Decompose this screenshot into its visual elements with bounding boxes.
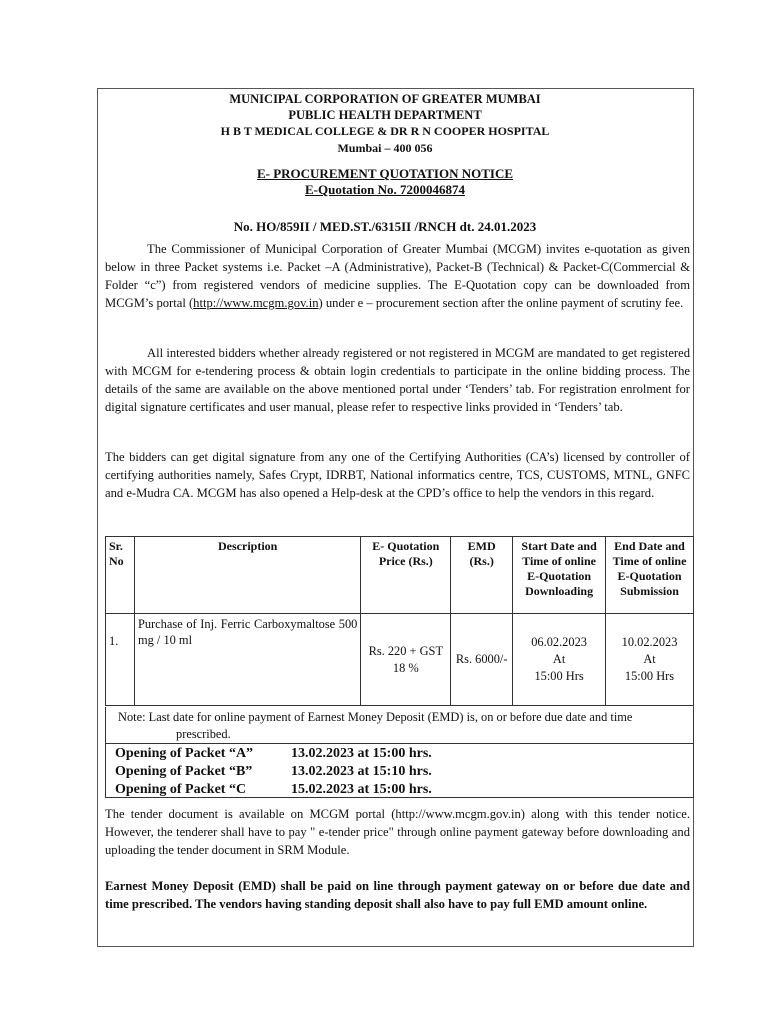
org-name: MUNICIPAL CORPORATION OF GREATER MUMBAI [229, 92, 541, 106]
col-emd: EMD (Rs.) [451, 537, 513, 614]
reference-number: No. HO/859II / MED.ST./6315II /RNCH dt. 24.01.2023 [233, 219, 537, 234]
col-start-date: Start Date and Time of online E-Quotation Downloading [513, 537, 606, 614]
col-price: E- Quotation Price (Rs.) [361, 537, 451, 614]
opening-datetime: 15.02.2023 at 15:00 hrs. [291, 782, 432, 797]
cell-description: Purchase of Inj. Ferric Carboxymaltose 500 mg / 10 ml [134, 614, 360, 706]
digital-signature-paragraph: The bidders can get digital signature from any one of the Certifying Authorities (CA’s) licensed by controller of certifying authorities namely, Safes Crypt, IDRBT, National informatics centre, TCS, CUSTOMS, MTNL, GNFC and e-Mudra CA. MCGM has also opened a Help-desk at the CPD’s office to help the vendors in this regard. [105, 450, 690, 500]
cell-price: Rs. 220 + GST 18 % [361, 614, 451, 706]
end-date: 10.02.2023 [621, 635, 678, 649]
end-time: 15:00 Hrs [624, 669, 675, 683]
hospital-name: H B T MEDICAL COLLEGE & DR R N COOPER HOSPITAL [220, 124, 550, 138]
start-date: 06.02.2023 [531, 635, 587, 649]
notice-title: E- PROCUREMENT QUOTATION NOTICE [256, 166, 514, 181]
emd-payment-paragraph: Earnest Money Deposit (EMD) shall be paid on line through payment gateway on or before due date and time prescribed. The vendors having standing deposit shall also have to pay full EMD amount online. [105, 879, 690, 911]
opening-label: Opening of Packet “B” [115, 764, 253, 779]
department-name: PUBLIC HEALTH DEPARTMENT [288, 108, 482, 122]
packet-opening-box [105, 743, 694, 798]
opening-label: Opening of Packet “C [115, 782, 247, 797]
emd-note-box [105, 707, 694, 744]
cell-end-datetime [606, 614, 694, 706]
end-at: At [643, 652, 656, 666]
table-header-row [106, 537, 694, 614]
cell-emd: Rs. 6000/- [451, 614, 513, 706]
col-sr-no: Sr. No [106, 537, 135, 614]
tender-document-paragraph: The tender document is available on MCGM portal (http://www.mcgm.gov.in) along with this tender notice. However, the tenderer shall have to pay " e-tender price" through online payment gateway before downloading and uploading the tender document in SRM Module. [105, 807, 690, 857]
registration-paragraph: All interested bidders whether already registered or not registered in MCGM are mandated to get registered with MCGM for e-tendering process & obtain login credentials to participate in the online bidding process. The details of the same are available on the above mentioned portal under ‘Tenders’ tab. For registration enrolment for digital signature certificates and user manual, please refer to respective links provided in ‘Tenders’ tab. [105, 346, 690, 414]
quotation-table [105, 536, 694, 706]
start-time: 15:00 Hrs [534, 669, 584, 683]
intro-text-end: ) under e – procurement section after the online payment of scrutiny fee. [318, 296, 684, 310]
mcgm-portal-link[interactable]: http://www.mcgm.gov.in [193, 296, 319, 310]
opening-packet-b [115, 763, 432, 781]
cell-start-datetime [513, 614, 606, 706]
intro-paragraph [105, 240, 690, 312]
city-pincode: Mumbai – 400 056 [337, 141, 433, 155]
opening-datetime: 13.02.2023 at 15:10 hrs. [291, 764, 432, 779]
opening-packet-c [115, 781, 432, 799]
cell-sr: 1. [106, 614, 135, 706]
col-end-date: End Date and Time of online E-Quotation Submission [606, 537, 694, 614]
opening-datetime: 13.02.2023 at 15:00 hrs. [291, 746, 432, 761]
start-at: At [552, 652, 566, 666]
emd-note: Note: Last date for online payment of Earnest Money Deposit (EMD) is, on or before due date and time prescribed. [118, 710, 633, 741]
table-row [106, 614, 694, 706]
intro-text: The Commissioner of Municipal Corporation of Greater Mumbai (MCGM) invites e-quotation as given below in three Packet systems i.e. Packet –A (Administrative), Packet-B (Technical) & Packet-C(Commercial & Folder “c”) from registered vendors of medicine supplies. The E-Quotation copy can be downloaded from MCGM’s portal ( [105, 242, 690, 310]
opening-label: Opening of Packet “A” [115, 746, 254, 761]
quotation-number: E-Quotation No. 7200046874 [305, 182, 465, 197]
col-description: Description [134, 537, 360, 614]
opening-packet-a [115, 745, 432, 763]
